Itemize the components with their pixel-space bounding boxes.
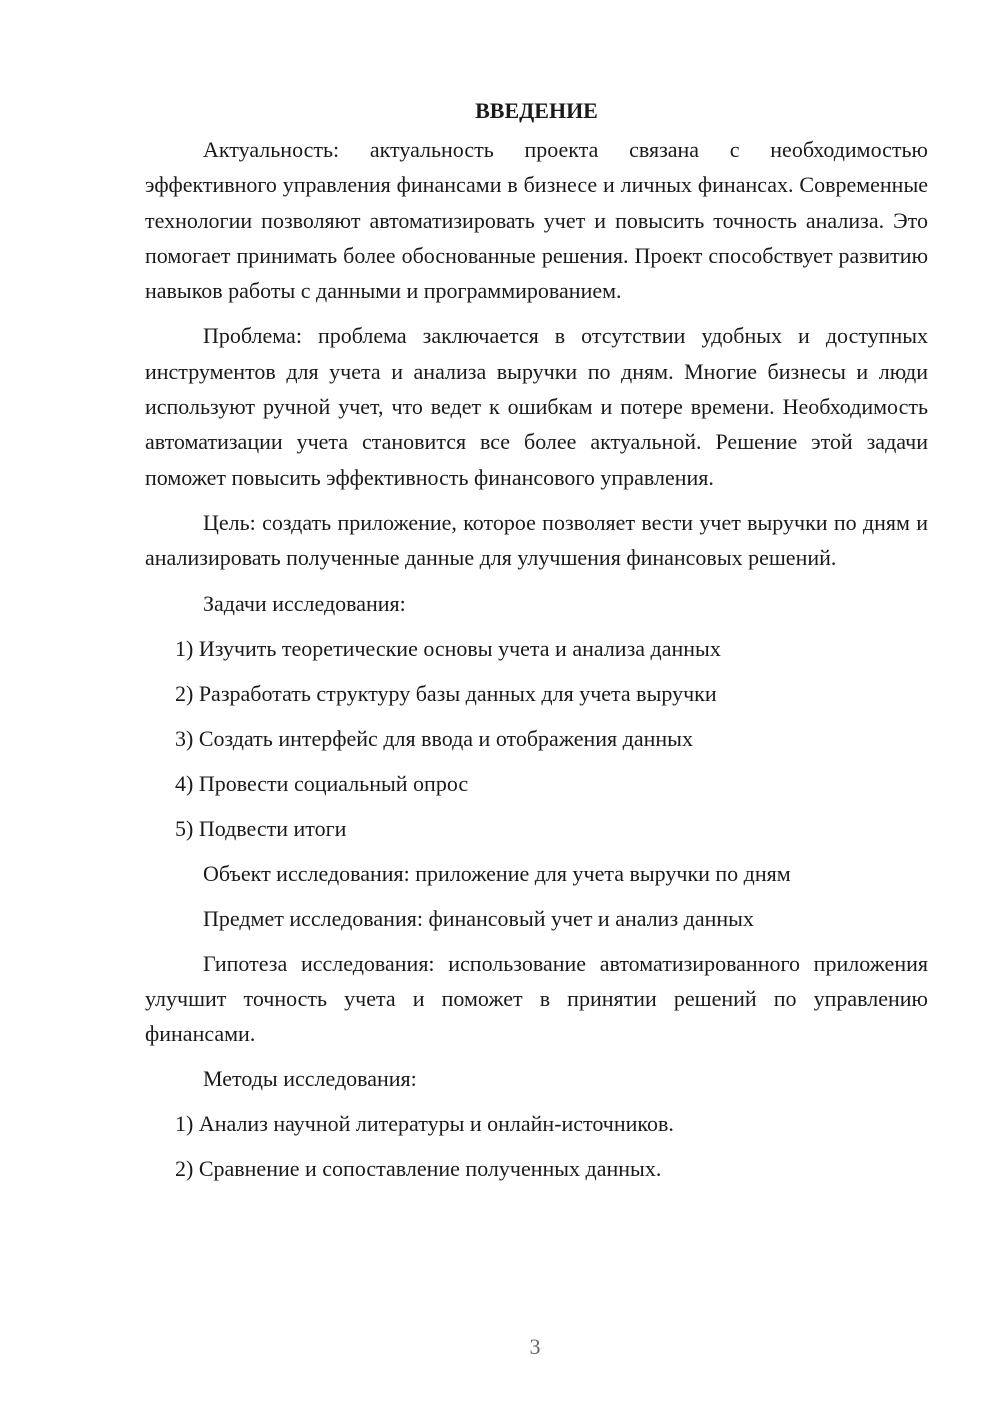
relevance-paragraph: Актуальность: актуальность проекта связана с необходимостью эффективного управления финансами в бизнесе и личных финансах. Современные технологии позволяют автоматизировать учет и повысить точность анализа. Это помогает принимать более обоснованные решения. Проект способствует развитию навыков работы с данными и программированием.: [145, 137, 928, 304]
method-item: 2) Сравнение и сопоставление полученных данных.: [175, 1156, 662, 1182]
task-item: 1) Изучить теоретические основы учета и анализа данных: [175, 635, 721, 661]
method-item: 1) Анализ научной литературы и онлайн-источников.: [175, 1111, 674, 1137]
page-title: ВВЕДЕНИЕ: [475, 98, 598, 123]
task-item: 5) Подвести итоги: [175, 815, 347, 841]
methods-heading: Методы исследования:: [203, 1066, 417, 1092]
task-item: 3) Создать интерфейс для ввода и отображения данных: [175, 725, 693, 751]
page-content: [145, 94, 928, 1186]
task-item: 2) Разработать структуру базы данных для учета выручки: [175, 680, 717, 706]
page-number: 3: [529, 1334, 541, 1359]
task-item: 4) Провести социальный опрос: [175, 770, 469, 796]
tasks-heading: Задачи исследования:: [203, 590, 406, 616]
object-line: Объект исследования: приложение для учета выручки по дням: [203, 860, 791, 886]
goal-paragraph: Цель: создать приложение, которое позволяет вести учет выручки по дням и анализировать полученные данные для улучшения финансовых решений.: [145, 509, 928, 571]
problem-paragraph: Проблема: проблема заключается в отсутствии удобных и доступных инструментов для учета и анализа выручки по дням. Многие бизнесы и люди используют ручной учет, что ведет к ошибкам и потере времени. Необходимость автоматизации учета становится все более актуальной. Решение этой задачи поможет повысить эффективность финансового управления.: [145, 323, 928, 490]
subject-line: Предмет исследования: финансовый учет и анализ данных: [203, 905, 754, 931]
hypothesis-paragraph: Гипотеза исследования: использование автоматизированного приложения улучшит точность учета и поможет в принятии решений по управлению финансами.: [145, 950, 928, 1047]
